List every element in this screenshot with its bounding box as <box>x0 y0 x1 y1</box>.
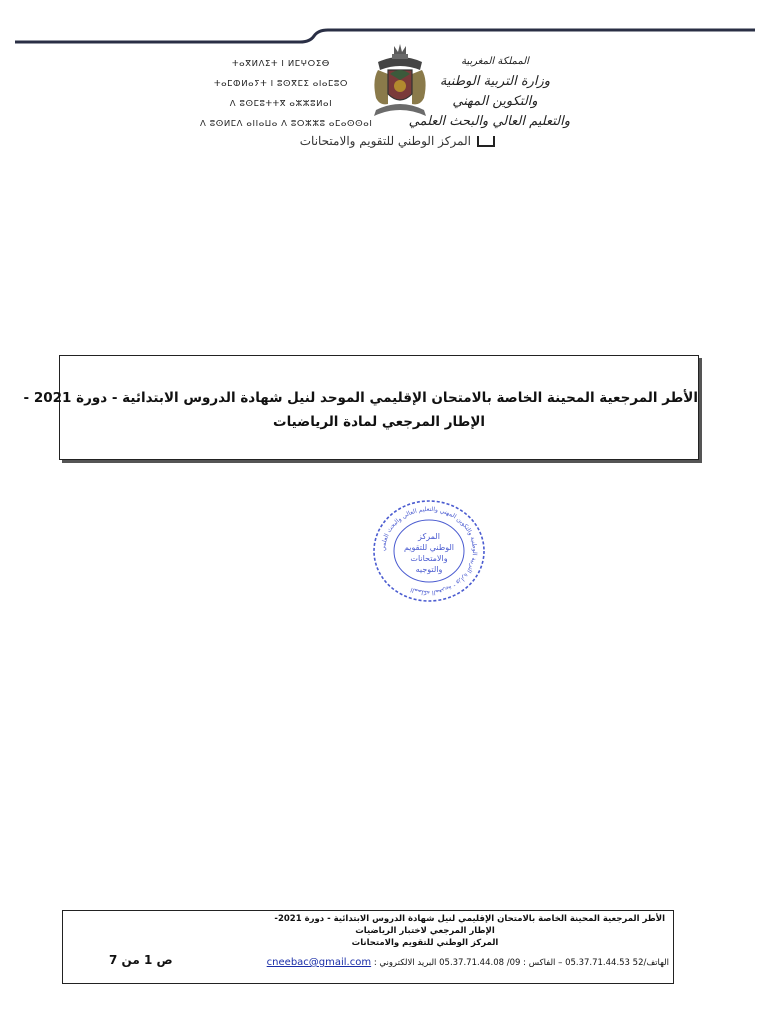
document-title-box <box>23 355 699 460</box>
tifinagh-line: ⴷ ⵓⵙⵍⵎⴷ ⴰⵏⵏⴰⵡⴰ ⴷ ⵓⵔⵣⵣⵓ ⴰⵎⴰⵙⵙⴰⵏ <box>200 119 373 129</box>
email-link[interactable]: cneebac@gmail.com <box>266 957 372 968</box>
arabic-ministry-name <box>408 52 570 132</box>
tifinagh-line: ⴷ ⵓⵙⵎⵓⵜⵜⴳ ⴰⵣⵣⵓⵍⴰⵏ <box>229 99 333 109</box>
tifinagh-line: ⵜⴰⴳⵍⴷⵉⵜ ⵏ ⵍⵎⵖⵔⵉⴱ <box>232 59 330 69</box>
arabic-line: وزارة التربية الوطنية <box>439 74 551 89</box>
title-line-2: الإطار المرجعي لمادة الرياضيات <box>273 414 485 430</box>
footer-box <box>62 910 674 984</box>
official-stamp <box>371 499 487 603</box>
evaluation-center-name <box>290 134 495 148</box>
arabic-line: والتعليم العالي والبحث العلمي <box>408 114 570 129</box>
stamp-center-line: والامتحانات <box>410 554 448 563</box>
footer-line-2: الإطار المرجعي لاختبار الرياضيات <box>355 926 495 936</box>
footer-contact <box>193 957 669 968</box>
footer-line-3: المركز الوطني للتقويم والامتحانات <box>351 938 499 948</box>
footer-line-1: الأطر المرجعية المحينة الخاصة بالامتحان الإقليمي لنيل شهادة الدروس الابتدائية - دورة 2021- <box>274 914 665 924</box>
page-number: ص 1 من 7 <box>109 953 173 967</box>
arabic-line: المملكة المغربية <box>461 56 529 67</box>
contact-text: الهاتف/52 05.37.71.44.53 – الفاكس : 09/ 05.37.71.44.08 البريد الالكتروني : <box>373 958 669 968</box>
stamp-center-line: المركز <box>418 532 440 541</box>
bracket-icon <box>477 136 495 147</box>
stamp-center-line: الوطني للتقويم <box>403 543 455 552</box>
stamp-ring-text: المملكة المغربية - وزارة التربية الوطنية والتكوين المهني والتعليم العالي والبحث العلمي <box>379 505 479 597</box>
stamp-center-line: والتوجيه <box>415 565 443 574</box>
title-line-1: الأطر المرجعية المحينة الخاصة بالامتحان الإقليمي الموحد لنيل شهادة الدروس الابتدائية - دورة 2021 - <box>23 390 698 406</box>
tifinagh-line: ⵜⴰⵎⵀⵍⴰⵢⵜ ⵏ ⵓⵙⴳⵎⵉ ⴰⵏⴰⵎⵓⵔ <box>213 79 349 89</box>
tifinagh-ministry-name <box>200 54 373 134</box>
center-name-text: المركز الوطني للتقويم والامتحانات <box>299 134 471 148</box>
arabic-line: والتكوين المهني <box>452 94 538 109</box>
